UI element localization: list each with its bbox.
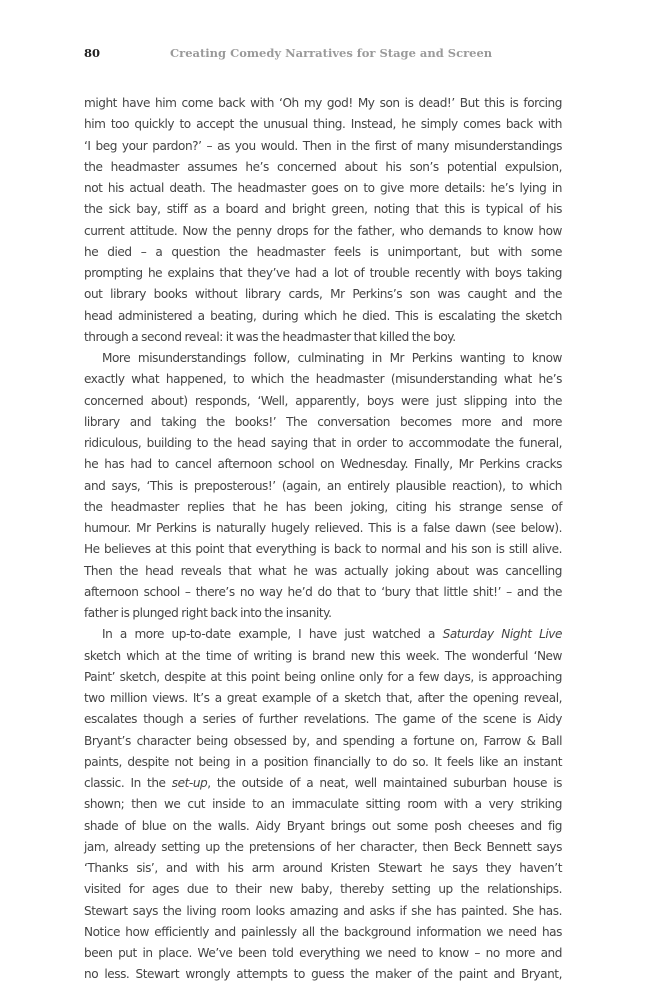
text-line: Notice how efficiently and painlessly all the background information we need has (84, 924, 562, 939)
text-line: sketch which at the time of writing is brand new this week. The wonderful ‘New (84, 648, 562, 663)
italic-phrase: Saturday Night Live (442, 627, 562, 642)
text-line: ridiculous, building to the head saying that in order to accommodate the funeral, (84, 436, 562, 450)
text-line: More misunderstandings follow, culminating in Mr Perkins wanting to know (102, 351, 562, 365)
text-line: two million views. It’s a great example of a sketch that, after the opening reveal, (84, 691, 562, 705)
text-line: might have him come back with ‘Oh my god! My son is dead!’ But this is forcing (84, 96, 562, 110)
running-head (84, 44, 564, 62)
text-line: ‘I beg your pardon?’ – as you would. Then in the first of many misunderstandings (84, 138, 562, 153)
text-line: he died – a question the headmaster feels is unimportant, but with some (84, 244, 562, 259)
text-line: out library books without library cards, Mr Perkins’s son was caught and the (84, 287, 562, 302)
text-line: humour. Mr Perkins is naturally hugely relieved. This is a false dawn (see below). (84, 521, 562, 535)
text-line: he has had to cancel afternoon school on Wednesday. Finally, Mr Perkins cracks (84, 457, 562, 472)
text-line: been put in place. We’ve been told everything we need to know – no more and (84, 946, 562, 960)
text-line: classic. In the set-up, the outside of a neat, well maintained suburban house is (84, 776, 563, 790)
text-line: ‘Thanks sis’, and with his arm around Kristen Stewart he says they haven’t (84, 861, 562, 875)
text-line: no less. Stewart wrongly attempts to guess the maker of the paint and Bryant, (84, 967, 562, 982)
text-line: the headmaster replies that he has been joking, citing his strange sense of (84, 499, 562, 514)
text-line: father is plunged right back into the insanity. (84, 606, 332, 620)
text-line: visited for ages due to their new baby, thereby setting up the relationships. (84, 882, 562, 897)
text-line: head administered a beating, during which he died. This is escalating the sketch (84, 308, 562, 323)
text-line: the headmaster assumes he’s concerned about his son’s potential expulsion, (84, 159, 562, 174)
text-line: shown; then we cut inside to an immaculate sitting room with a very striking (84, 797, 562, 812)
text-line: In a more up-to-date example, I have just watched a Saturday Night Live (102, 627, 562, 642)
text-line: prompting he explains that they’ve had a lot of trouble recently with boys taking (84, 266, 562, 280)
text-line: Bryant’s character being obsessed by, and spending a fortune on, Farrow & Ball (84, 733, 562, 748)
text-line: Then the head reveals that what he was actually joking about was cancelling (84, 563, 562, 578)
text-line: jam, already setting up the pretensions of her character, then Beck Bennett says (84, 839, 562, 854)
text-line: exactly what happened, to which the headmaster (misunderstanding what he’s (84, 372, 562, 387)
text-line: current attitude. Now the penny drops for the father, who demands to know how (84, 223, 562, 238)
page-number: 80 (84, 46, 101, 60)
text-line: the sick bay, stiff as a board and bright green, noting that this is typical of his (84, 202, 562, 217)
text-line: and says, ‘This is preposterous!’ (again, an entirely plausible reaction), to which (84, 478, 562, 493)
text-line: Paint’ sketch, despite at this point being online only for a few days, is approaching (84, 669, 562, 684)
text-line: escalates though a series of further revelations. The game of the scene is Aidy (84, 712, 562, 727)
body-text (84, 93, 562, 986)
text-line: shade of blue on the walls. Aidy Bryant brings out some posh cheeses and fig (84, 818, 562, 833)
running-title: Creating Comedy Narratives for Stage and Screen (170, 46, 493, 60)
text-line: not his actual death. The headmaster goes on to give more details: he’s lying in (84, 181, 562, 195)
text-line: library and taking the books!’ The conversation becomes more and more (84, 414, 562, 429)
text-line: He believes at this point that everything is back to normal and his son is still alive. (84, 542, 562, 557)
text-line: through a second reveal: it was the headmaster that killed the boy. (84, 329, 456, 344)
text-line: him too quickly to accept the unusual thing. Instead, he simply comes back with (84, 117, 562, 132)
text-line: afternoon school – there’s no way he’d do that to ‘bury that little shit!’ – and the (84, 584, 562, 599)
text-line: Stewart says the living room looks amazing and asks if she has painted. She has. (84, 903, 562, 918)
italic-phrase: set-up (171, 776, 208, 790)
text-line: concerned about) responds, ‘Well, apparently, boys were just slipping into the (84, 393, 562, 408)
text-line: paints, despite not being in a position financially to do so. It feels like an instant (84, 754, 562, 769)
